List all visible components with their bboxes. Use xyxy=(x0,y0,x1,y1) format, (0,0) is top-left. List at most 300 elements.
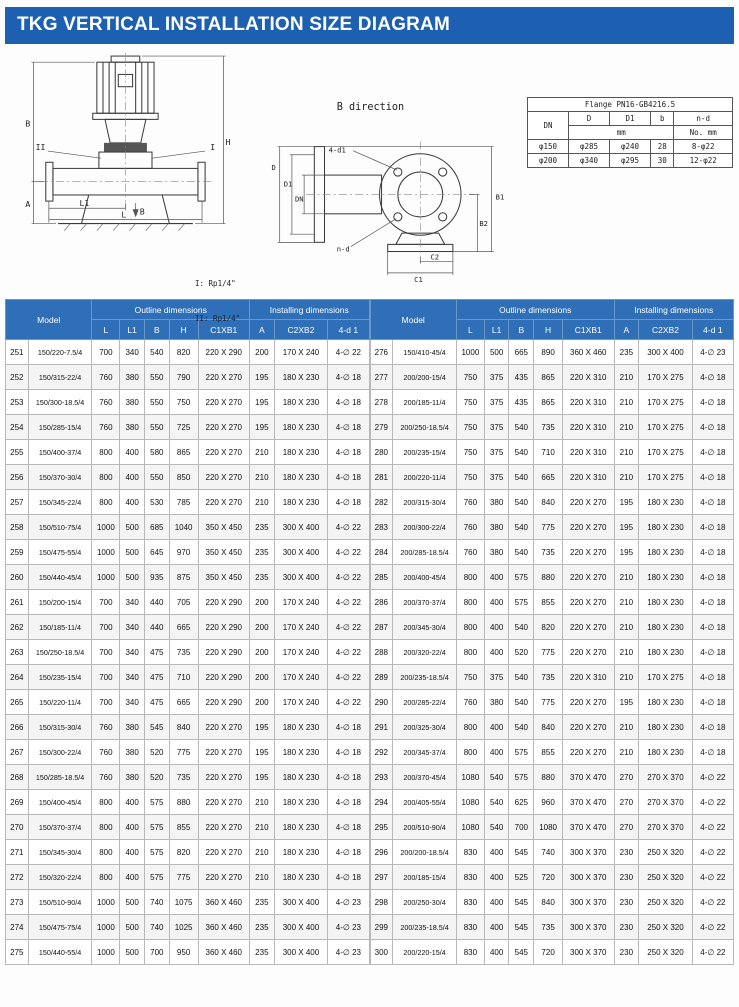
dim-cell: 170 X 240 xyxy=(274,640,328,665)
dim-cell: 220 X 310 xyxy=(563,365,614,390)
outline-dimensions-header: Outline dimensions xyxy=(456,300,614,320)
dim-cell: 370 X 470 xyxy=(563,790,614,815)
dim-cell: 830 xyxy=(456,840,484,865)
dim-cell: 700 xyxy=(92,590,120,615)
dim-cell: 440 xyxy=(144,590,169,615)
dim-cell: 1000 xyxy=(92,940,120,965)
dim-cell: 500 xyxy=(484,340,509,365)
dim-cell: 210 xyxy=(614,465,639,490)
dim-cell: 30 xyxy=(651,154,674,168)
dim-cell: 880 xyxy=(534,765,563,790)
table-row xyxy=(370,890,734,915)
dim-cell: 195 xyxy=(250,415,275,440)
model-cell: 150/510-90/4 xyxy=(28,890,92,915)
dim-cell: 340 xyxy=(120,340,145,365)
dim-cell: 1040 xyxy=(169,515,198,540)
dim-cell: 4-∅ 18 xyxy=(328,815,369,840)
dim-cell: 880 xyxy=(169,790,198,815)
dim-cell: 800 xyxy=(456,565,484,590)
row-no-cell: 279 xyxy=(370,415,393,440)
dim-cell: 220 X 270 xyxy=(198,440,249,465)
dim-cell: 220 X 270 xyxy=(198,815,249,840)
dim-cell: 250 X 320 xyxy=(639,940,693,965)
row-no-cell: 285 xyxy=(370,565,393,590)
dim-cell: 540 xyxy=(509,415,534,440)
row-no-cell: 261 xyxy=(6,590,29,615)
dim-cell: 865 xyxy=(169,440,198,465)
row-no-cell: 297 xyxy=(370,865,393,890)
note-ii: II: Rp1/4" xyxy=(195,314,241,324)
table-row xyxy=(370,440,734,465)
dim-cell: 250 X 320 xyxy=(639,865,693,890)
dim-cell: 4-∅ 18 xyxy=(692,590,733,615)
dim-cell: 575 xyxy=(509,740,534,765)
dim-cell: 525 xyxy=(509,865,534,890)
dim-cell: 380 xyxy=(484,515,509,540)
dim-cell: 210 xyxy=(250,815,275,840)
dim-cell: 370 X 470 xyxy=(563,815,614,840)
dim-label-b1: B1 xyxy=(495,192,505,202)
row-no-cell: 294 xyxy=(370,790,393,815)
dim-cell: 360 X 460 xyxy=(563,340,614,365)
dim-cell: 4-∅ 18 xyxy=(328,365,369,390)
dim-cell: 380 xyxy=(120,390,145,415)
model-cell: 150/285-15/4 xyxy=(28,415,92,440)
dim-cell: 4-∅ 18 xyxy=(692,490,733,515)
dim-cell: 220 X 290 xyxy=(198,690,249,715)
dim-cell: 300 X 400 xyxy=(274,890,328,915)
table-row xyxy=(370,615,734,640)
model-cell: 150/320-22/4 xyxy=(28,865,92,890)
dim-cell: 180 X 230 xyxy=(639,540,693,565)
dim-cell: 210 xyxy=(250,840,275,865)
model-cell: 200/285-18.5/4 xyxy=(393,540,457,565)
dim-cell: 1080 xyxy=(456,790,484,815)
dim-cell: 575 xyxy=(144,865,169,890)
dim-cell: 875 xyxy=(169,565,198,590)
dim-cell: 625 xyxy=(509,790,534,815)
dim-cell: 400 xyxy=(120,865,145,890)
dim-cell: 220 X 270 xyxy=(198,390,249,415)
model-cell: 150/300-18.5/4 xyxy=(28,390,92,415)
dim-cell: 180 X 230 xyxy=(274,390,328,415)
dim-cell: 700 xyxy=(92,615,120,640)
dim-cell: 180 X 230 xyxy=(274,815,328,840)
dim-cell: 830 xyxy=(456,915,484,940)
dim-cell: 4-∅ 22 xyxy=(328,515,369,540)
dim-cell: 700 xyxy=(92,340,120,365)
row-no-cell: 274 xyxy=(6,915,29,940)
flange-unit-mm: mm xyxy=(569,126,674,140)
dim-cell: 760 xyxy=(92,390,120,415)
dim-cell: 545 xyxy=(509,840,534,865)
dim-cell: 880 xyxy=(534,565,563,590)
flange-col-d: D xyxy=(569,112,610,126)
dim-cell: 180 X 230 xyxy=(274,415,328,440)
dim-cell: 230 xyxy=(614,940,639,965)
model-cell: 200/220-11/4 xyxy=(393,465,457,490)
table-row xyxy=(370,590,734,615)
row-no-cell: 277 xyxy=(370,365,393,390)
dim-cell: 300 X 370 xyxy=(563,940,614,965)
dim-cell: 4-∅ 18 xyxy=(328,465,369,490)
col-b: B xyxy=(509,320,534,340)
table-row xyxy=(370,765,734,790)
dim-cell: 200 xyxy=(250,340,275,365)
page-title: TKG VERTICAL INSTALLATION SIZE DIAGRAM xyxy=(5,7,734,44)
dim-cell: 220 X 270 xyxy=(563,515,614,540)
dim-cell: 550 xyxy=(144,465,169,490)
dim-cell: 970 xyxy=(169,540,198,565)
dim-cell: 220 X 310 xyxy=(563,390,614,415)
table-row xyxy=(370,915,734,940)
row-no-cell: 278 xyxy=(370,390,393,415)
dim-cell: 400 xyxy=(484,740,509,765)
row-no-cell: 262 xyxy=(6,615,29,640)
dim-cell: 180 X 230 xyxy=(639,740,693,765)
dim-cell: 550 xyxy=(144,415,169,440)
table-row xyxy=(370,665,734,690)
dim-cell: 400 xyxy=(484,715,509,740)
port-label-i: I xyxy=(210,142,216,153)
row-no-cell: 260 xyxy=(6,565,29,590)
dim-cell: 360 X 460 xyxy=(198,890,249,915)
dim-cell: 380 xyxy=(484,540,509,565)
dim-cell: 475 xyxy=(144,690,169,715)
dim-cell: 400 xyxy=(484,590,509,615)
dim-cell: 800 xyxy=(456,640,484,665)
dim-cell: 830 xyxy=(456,890,484,915)
dim-cell: 180 X 230 xyxy=(274,765,328,790)
dim-cell: 210 xyxy=(614,665,639,690)
dim-cell: 220 X 290 xyxy=(198,340,249,365)
col-4d1: 4-d 1 xyxy=(328,320,369,340)
dim-cell: 550 xyxy=(144,390,169,415)
dim-cell: 220 X 290 xyxy=(198,615,249,640)
dim-cell: 800 xyxy=(456,740,484,765)
dim-cell: 725 xyxy=(169,415,198,440)
dim-cell: 665 xyxy=(169,615,198,640)
dim-cell: 210 xyxy=(614,415,639,440)
col-c2xb2: C2XB2 xyxy=(639,320,693,340)
dim-cell: 775 xyxy=(534,690,563,715)
dim-cell: 220 X 270 xyxy=(563,565,614,590)
dim-cell: 210 xyxy=(250,790,275,815)
dim-cell: 4-∅ 18 xyxy=(692,690,733,715)
flange-col-nd: n-d xyxy=(674,112,733,126)
table-row xyxy=(6,815,370,840)
dim-cell: 775 xyxy=(169,740,198,765)
dim-cell: 400 xyxy=(120,490,145,515)
dim-cell: 4-∅ 22 xyxy=(692,840,733,865)
dim-label-a: A xyxy=(25,199,31,210)
model-cell: 200/235-18.5/4 xyxy=(393,665,457,690)
dim-cell: 700 xyxy=(509,815,534,840)
dim-cell: 380 xyxy=(120,415,145,440)
bolt-count-label: 4-d1 xyxy=(328,145,346,155)
table-row xyxy=(6,890,370,915)
row-no-cell: 272 xyxy=(6,865,29,890)
dim-cell: 775 xyxy=(534,640,563,665)
dim-cell: 180 X 230 xyxy=(274,840,328,865)
dim-cell: 210 xyxy=(614,615,639,640)
model-cell: 150/315-22/4 xyxy=(28,365,92,390)
dim-cell: 4-∅ 18 xyxy=(328,715,369,740)
dim-cell: 720 xyxy=(534,940,563,965)
model-cell: 150/475-55/4 xyxy=(28,540,92,565)
col-l: L xyxy=(92,320,120,340)
dim-cell: 170 X 275 xyxy=(639,390,693,415)
row-no-cell: 267 xyxy=(6,740,29,765)
dim-cell: 170 X 240 xyxy=(274,690,328,715)
model-cell: 150/510-75/4 xyxy=(28,515,92,540)
dim-cell: 170 X 240 xyxy=(274,590,328,615)
row-no-cell: 273 xyxy=(6,890,29,915)
model-cell: 150/250-18.5/4 xyxy=(28,640,92,665)
dim-cell: 540 xyxy=(509,515,534,540)
row-no-cell: 300 xyxy=(370,940,393,965)
dim-cell: 195 xyxy=(250,740,275,765)
dim-cell: 1025 xyxy=(169,915,198,940)
dim-cell: 500 xyxy=(120,515,145,540)
dim-cell: 170 X 240 xyxy=(274,665,328,690)
dim-cell: 4-∅ 18 xyxy=(692,740,733,765)
dim-cell: 4-∅ 18 xyxy=(692,440,733,465)
dim-cell: 195 xyxy=(250,390,275,415)
dim-cell: 200 xyxy=(250,690,275,715)
dim-cell: 540 xyxy=(484,815,509,840)
dim-cell: 760 xyxy=(92,715,120,740)
dim-cell: 250 X 320 xyxy=(639,915,693,940)
model-cell: 150/410-45/4 xyxy=(393,340,457,365)
dim-cell: 200 xyxy=(250,665,275,690)
col-h: H xyxy=(169,320,198,340)
dim-cell: 170 X 275 xyxy=(639,365,693,390)
dim-cell: 935 xyxy=(144,565,169,590)
table-row xyxy=(6,615,370,640)
model-cell: 200/250-30/4 xyxy=(393,890,457,915)
dim-cell: 820 xyxy=(169,840,198,865)
dim-cell: 800 xyxy=(92,840,120,865)
model-cell: 200/200-18.5/4 xyxy=(393,840,457,865)
dim-cell: 210 xyxy=(614,365,639,390)
dim-label-h: H xyxy=(225,136,231,147)
model-cell: 200/325-30/4 xyxy=(393,715,457,740)
dim-cell: 380 xyxy=(484,690,509,715)
dim-cell: 220 X 270 xyxy=(198,865,249,890)
dim-cell: 270 X 370 xyxy=(639,815,693,840)
model-cell: 150/185-11/4 xyxy=(28,615,92,640)
dim-cell: 4-∅ 18 xyxy=(328,440,369,465)
model-cell: 200/250-18.5/4 xyxy=(393,415,457,440)
dim-cell: 830 xyxy=(456,940,484,965)
row-no-cell: 268 xyxy=(6,765,29,790)
row-no-cell: 282 xyxy=(370,490,393,515)
model-cell: 200/370-37/4 xyxy=(393,590,457,615)
dim-cell: 540 xyxy=(509,490,534,515)
table-row xyxy=(6,415,370,440)
b-direction-view-drawing xyxy=(243,97,513,297)
dim-cell: 400 xyxy=(484,615,509,640)
dim-cell: 180 X 230 xyxy=(639,590,693,615)
dim-cell: 4-∅ 22 xyxy=(328,590,369,615)
dim-cell: 180 X 230 xyxy=(639,690,693,715)
row-no-cell: 253 xyxy=(6,390,29,415)
dim-cell: 360 X 460 xyxy=(198,915,249,940)
dim-cell: 4-∅ 18 xyxy=(692,365,733,390)
dim-cell: 180 X 230 xyxy=(274,490,328,515)
dim-cell: 530 xyxy=(144,490,169,515)
table-row xyxy=(370,365,734,390)
dim-cell: 180 X 230 xyxy=(639,640,693,665)
dim-cell: 800 xyxy=(92,440,120,465)
dim-cell: 350 X 450 xyxy=(198,565,249,590)
dim-cell: 180 X 230 xyxy=(639,565,693,590)
dim-cell: 545 xyxy=(509,890,534,915)
dim-cell: 820 xyxy=(534,615,563,640)
dim-cell: 960 xyxy=(534,790,563,815)
model-cell: 150/300-22/4 xyxy=(28,740,92,765)
note-i: I: Rp1/4" xyxy=(195,279,236,289)
dim-cell: 180 X 230 xyxy=(274,740,328,765)
dim-cell: 775 xyxy=(534,515,563,540)
row-no-cell: 271 xyxy=(6,840,29,865)
dim-cell: 200 xyxy=(250,590,275,615)
table-row xyxy=(6,765,370,790)
dim-cell: 760 xyxy=(456,540,484,565)
model-cell: 150/220-7.5/4 xyxy=(28,340,92,365)
table-row xyxy=(6,865,370,890)
dim-cell: 4-∅ 18 xyxy=(692,565,733,590)
dim-cell: 400 xyxy=(120,840,145,865)
dimension-table-left xyxy=(5,299,370,965)
dim-cell: 4-∅ 22 xyxy=(328,665,369,690)
dim-cell: 235 xyxy=(250,890,275,915)
dim-cell: 300 X 370 xyxy=(563,890,614,915)
dim-cell: 4-∅ 23 xyxy=(328,890,369,915)
dim-cell: 545 xyxy=(509,915,534,940)
row-no-cell: φ150 xyxy=(528,140,569,154)
col-c1xb1: C1XB1 xyxy=(198,320,249,340)
dim-cell: 735 xyxy=(169,640,198,665)
dim-cell: 220 X 270 xyxy=(198,465,249,490)
dim-cell: 735 xyxy=(534,415,563,440)
dim-cell: 380 xyxy=(120,715,145,740)
installing-dimensions-header: Installing dimensions xyxy=(614,300,734,320)
port-thread-notes xyxy=(195,255,240,348)
dim-cell: 785 xyxy=(169,490,198,515)
dim-cell: 340 xyxy=(120,665,145,690)
dim-cell: 220 X 270 xyxy=(198,765,249,790)
row-no-cell: 275 xyxy=(6,940,29,965)
dim-cell: 575 xyxy=(509,765,534,790)
dim-cell: 340 xyxy=(120,640,145,665)
row-no-cell: 299 xyxy=(370,915,393,940)
dim-cell: 400 xyxy=(484,565,509,590)
flange-spec-table xyxy=(527,97,733,168)
flange-col-d1: D1 xyxy=(610,112,651,126)
dim-cell: 170 X 275 xyxy=(639,665,693,690)
dim-label-d1: D1 xyxy=(283,179,293,189)
dim-cell: 340 xyxy=(120,590,145,615)
model-cell: 200/235-18.5/4 xyxy=(393,915,457,940)
row-no-cell: 252 xyxy=(6,365,29,390)
dim-cell: 210 xyxy=(614,715,639,740)
dim-cell: 270 xyxy=(614,790,639,815)
dim-cell: 645 xyxy=(144,540,169,565)
model-cell: 200/370-45/4 xyxy=(393,765,457,790)
model-cell: φ340 xyxy=(569,154,610,168)
dim-cell: 340 xyxy=(120,690,145,715)
dim-cell: 380 xyxy=(120,365,145,390)
dim-label-l: L xyxy=(121,209,127,220)
dim-cell: 4-∅ 18 xyxy=(692,415,733,440)
dim-cell: 1000 xyxy=(92,540,120,565)
dim-cell: 195 xyxy=(614,515,639,540)
dim-label-c1: C1 xyxy=(414,275,423,285)
dim-cell: 195 xyxy=(250,765,275,790)
dim-cell: 400 xyxy=(484,865,509,890)
dim-cell: 180 X 230 xyxy=(274,715,328,740)
dim-cell: 4-∅ 18 xyxy=(692,665,733,690)
dim-cell: 200 xyxy=(250,615,275,640)
dim-cell: 800 xyxy=(456,590,484,615)
row-no-cell: 292 xyxy=(370,740,393,765)
table-row xyxy=(6,365,370,390)
row-no-cell: 291 xyxy=(370,715,393,740)
dim-cell: 220 X 290 xyxy=(198,640,249,665)
model-header: Model xyxy=(370,300,456,340)
model-cell: 150/285-18.5/4 xyxy=(28,765,92,790)
model-cell: 200/220-15/4 xyxy=(393,940,457,965)
dim-cell: 750 xyxy=(456,365,484,390)
dim-cell: 500 xyxy=(120,890,145,915)
table-row xyxy=(370,790,734,815)
col-l: L xyxy=(456,320,484,340)
dimension-table-right xyxy=(370,299,735,965)
row-no-cell: 280 xyxy=(370,440,393,465)
model-cell: 150/400-37/4 xyxy=(28,440,92,465)
dim-cell: 750 xyxy=(456,390,484,415)
dim-cell: 4-∅ 18 xyxy=(692,540,733,565)
model-cell: 200/400-45/4 xyxy=(393,565,457,590)
dim-cell: 400 xyxy=(120,465,145,490)
dim-cell: 475 xyxy=(144,640,169,665)
dim-cell: 4-∅ 18 xyxy=(692,715,733,740)
row-no-cell: 298 xyxy=(370,890,393,915)
dim-cell: 4-∅ 22 xyxy=(692,790,733,815)
table-row xyxy=(528,154,733,168)
dim-cell: 540 xyxy=(509,540,534,565)
table-row xyxy=(6,665,370,690)
table-row xyxy=(6,390,370,415)
dim-cell: 575 xyxy=(144,815,169,840)
row-no-cell: 263 xyxy=(6,640,29,665)
dim-cell: 400 xyxy=(484,940,509,965)
dim-cell: 4-∅ 23 xyxy=(328,915,369,940)
row-no-cell: 270 xyxy=(6,815,29,840)
dim-label-d: D xyxy=(271,163,276,172)
dim-cell: 220 X 310 xyxy=(563,465,614,490)
row-no-cell: 287 xyxy=(370,615,393,640)
dim-cell: 220 X 270 xyxy=(563,740,614,765)
view-direction-label: B xyxy=(139,206,145,217)
dim-cell: 180 X 230 xyxy=(639,515,693,540)
table-row xyxy=(370,340,734,365)
dim-cell: 540 xyxy=(509,715,534,740)
dim-cell: 375 xyxy=(484,390,509,415)
table-row xyxy=(370,815,734,840)
